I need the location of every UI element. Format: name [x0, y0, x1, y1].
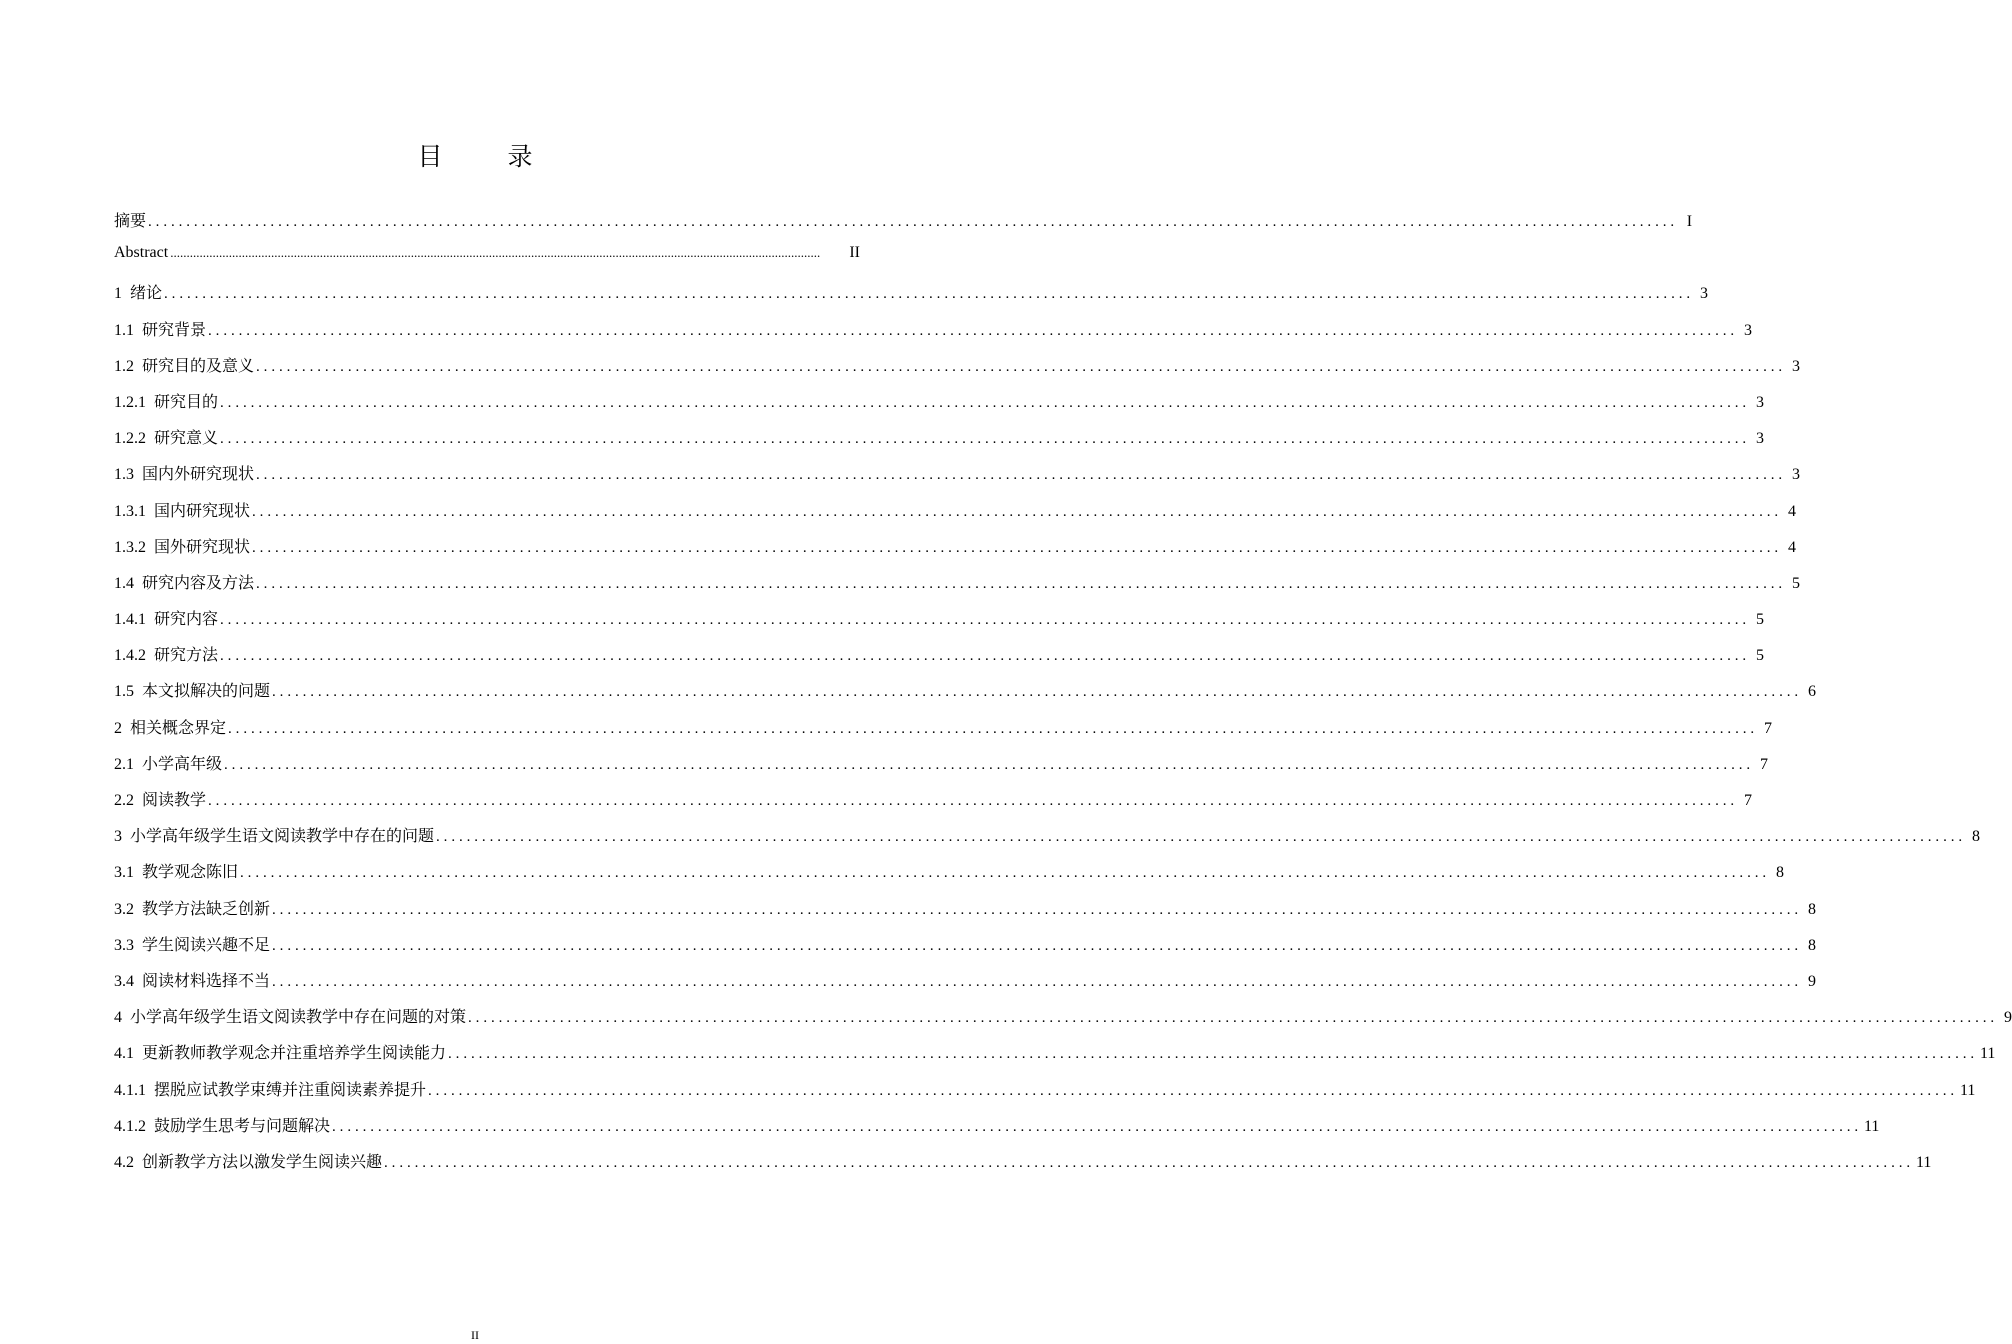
toc-entry-text: 本文拟解决的问题 [142, 683, 271, 701]
toc-entry-page: 7 [1764, 719, 1773, 737]
toc-entry-label [114, 570, 254, 593]
toc-entry-text: 相关概念界定 [130, 719, 227, 737]
toc-entry-label [114, 896, 270, 919]
dot-leader: ........................................................................................................................................................................................................ [256, 575, 1787, 592]
toc-entry[interactable] [114, 932, 1817, 968]
toc-entry-text: 国外研究现状 [154, 538, 251, 556]
dot-leader: ........................................................................................................................................................................................................ [252, 539, 1783, 556]
toc-entry-page: 11 [1980, 1045, 1996, 1063]
toc-entry[interactable] [114, 751, 1769, 787]
toc-entry-page: 11 [1960, 1081, 1976, 1099]
toc-entry-text: 教学方法缺乏创新 [142, 900, 271, 918]
toc-entry-text: 国内外研究现状 [142, 466, 255, 484]
toc-entry-number: 1.4.2 [114, 647, 146, 665]
toc-entry-number: 1.2 [114, 357, 134, 375]
toc-entry-label [114, 1077, 426, 1100]
toc-entry-number: 1.1 [114, 321, 134, 339]
toc-entry-number: 3 [114, 828, 122, 846]
toc-entry-number: 2.2 [114, 792, 134, 809]
toc-entry-label [114, 208, 146, 231]
table-of-contents [114, 208, 2012, 1185]
toc-entry-text: 阅读材料选择不当 [142, 972, 271, 990]
toc-entry-label [114, 353, 254, 376]
toc-entry-text: 研究意义 [154, 430, 219, 448]
dot-leader: ........................................................................................................................................................................................................ [220, 648, 1751, 665]
toc-entry-page: 9 [2004, 1009, 2012, 1027]
toc-entry-page: 8 [1972, 828, 1981, 846]
toc-entry-label [114, 787, 206, 810]
toc-entry-text: 阅读教学 [142, 792, 207, 809]
toc-entry-number: 1.3.1 [114, 502, 146, 520]
toc-entry-page: 7 [1760, 755, 1769, 773]
toc-entry-number: 3.3 [114, 936, 134, 954]
dot-leader: ........................................................................................................................................................................................................ [468, 1010, 1999, 1027]
toc-entry[interactable] [114, 534, 1797, 570]
dot-leader: ........................................................................................................................................................................................................ [448, 1046, 1979, 1063]
toc-entry-label [114, 1004, 466, 1027]
toc-entry-text: 创新教学方法以激发学生阅读兴趣 [142, 1153, 383, 1171]
toc-entry[interactable] [114, 1004, 2012, 1040]
toc-entry-page: 3 [1700, 285, 1709, 303]
toc-entry-page: 4 [1788, 502, 1797, 520]
dot-leader: ........................................................................................................................................................................................................ [272, 937, 1803, 954]
toc-entry-page: 4 [1788, 538, 1797, 556]
toc-entry-label [114, 461, 254, 484]
toc-entry-label [114, 1040, 446, 1063]
toc-entry-page: 8 [1808, 900, 1817, 918]
toc-entry-label [114, 534, 250, 557]
toc-entry[interactable] [114, 1113, 1880, 1149]
dot-leader: ........................................................................................................................................................................................................ [164, 286, 1695, 303]
toc-entry-text: 摆脱应试教学束缚并注重阅读素养提升 [154, 1081, 427, 1099]
dot-leader: ........................................................................................................................................................................................................ [148, 214, 1679, 230]
toc-entry[interactable] [114, 968, 1817, 1004]
toc-entry[interactable] [114, 896, 1817, 932]
toc-entry-number: 4.2 [114, 1153, 134, 1171]
toc-entry-text: 研究内容及方法 [142, 574, 255, 592]
toc-entry-number: 3.1 [114, 864, 134, 882]
toc-entry-page: 11 [1916, 1153, 1932, 1171]
toc-entry-number: 4 [114, 1009, 122, 1027]
toc-entry[interactable] [114, 1077, 1976, 1113]
toc-entry-page: 5 [1792, 574, 1801, 592]
toc-entry[interactable] [114, 317, 1753, 353]
toc-entry-text: 教学观念陈旧 [142, 864, 239, 882]
toc-entry-number: 1.2.2 [114, 430, 146, 448]
toc-entry[interactable] [114, 498, 1797, 534]
toc-entry-label [114, 498, 250, 521]
dot-leader: ........................................................................................................................................................................................................ [428, 1082, 1959, 1099]
dot-leader: ........................................................................................................................................................................................................ [220, 612, 1751, 629]
toc-entry-label [114, 968, 270, 991]
toc-entry-label [114, 1149, 382, 1172]
toc-entry-text: 小学高年级 [142, 755, 223, 773]
toc-entry[interactable] [114, 1040, 1996, 1076]
toc-entry[interactable] [114, 208, 1693, 244]
dot-leader: ........................................................................................................................................................................................................ [228, 720, 1759, 737]
dot-leader: ........................................................................................................................................................................................................ [252, 503, 1783, 520]
toc-entry-page: 6 [1808, 683, 1817, 701]
toc-entry[interactable] [114, 353, 1801, 389]
toc-entry-label [114, 606, 218, 629]
toc-entry[interactable] [114, 859, 1785, 895]
dot-leader: ........................................................................................................................................................................................................ [224, 756, 1755, 773]
dot-leader: ........................................................................................................................................................................................................ [256, 467, 1787, 484]
dot-leader: ........................................................................................................................................................................................................ [170, 245, 821, 261]
toc-entry-number: 1.4 [114, 574, 134, 592]
toc-entry[interactable] [114, 1149, 1932, 1185]
dot-leader: ........................................................................................................................................................................................................ [220, 394, 1751, 411]
toc-entry-text: 研究目的 [154, 393, 219, 411]
toc-title: 目 录 [417, 141, 553, 171]
toc-entry-text: 研究背景 [142, 321, 207, 339]
toc-entry-text: 研究方法 [154, 647, 219, 665]
dot-leader: ........................................................................................................................................................................................................ [332, 1118, 1863, 1135]
toc-entry-label [114, 425, 218, 448]
toc-entry-label [114, 244, 168, 262]
toc-entry-number: 4.1.1 [114, 1081, 146, 1099]
toc-entry-text: 摘要 [114, 213, 147, 230]
dot-leader: ........................................................................................................................................................................................................ [208, 793, 1739, 809]
toc-entry-text: 小学高年级学生语文阅读教学中存在的问题 [130, 828, 435, 846]
toc-entry-text: 绪论 [130, 285, 163, 303]
toc-entry[interactable] [114, 715, 1773, 751]
dot-leader: ........................................................................................................................................................................................................ [240, 865, 1771, 882]
toc-entry-label [114, 751, 222, 774]
toc-entry-label [114, 678, 270, 701]
dot-leader: ........................................................................................................................................................................................................ [272, 684, 1803, 701]
dot-leader: ........................................................................................................................................................................................................ [272, 901, 1803, 918]
toc-entry-label [114, 715, 226, 738]
dot-leader: ........................................................................................................................................................................................................ [256, 358, 1787, 375]
toc-entry-page: 5 [1756, 647, 1765, 665]
toc-entry-label [114, 280, 162, 303]
toc-entry-page: II [849, 244, 860, 262]
toc-entry-page: 3 [1744, 321, 1753, 339]
dot-leader: ........................................................................................................................................................................................................ [384, 1154, 1915, 1171]
toc-entry-label [114, 1113, 330, 1136]
toc-entry-text: Abstract [114, 244, 169, 262]
toc-entry-page: 8 [1776, 864, 1785, 882]
toc-entry-number: 1.2.1 [114, 393, 146, 411]
toc-entry-number: 1.5 [114, 683, 134, 701]
toc-entry-text: 更新教师教学观念并注重培养学生阅读能力 [142, 1045, 447, 1063]
toc-entry-page: 3 [1792, 357, 1801, 375]
toc-entry-page: 9 [1808, 972, 1817, 990]
toc-entry[interactable] [114, 570, 1801, 606]
toc-entry[interactable] [114, 642, 1765, 678]
toc-entry-label [114, 389, 218, 412]
toc-entry[interactable] [114, 425, 1765, 461]
toc-entry-label [114, 859, 238, 882]
toc-entry-number: 2 [114, 719, 122, 737]
toc-entry[interactable] [114, 244, 860, 280]
toc-entry-page: 3 [1756, 430, 1765, 448]
toc-entry-page: 7 [1744, 792, 1753, 809]
toc-entry[interactable] [114, 606, 1765, 642]
toc-entry[interactable] [114, 389, 1765, 425]
toc-entry-text: 研究内容 [154, 611, 219, 629]
toc-entry-number: 1.3 [114, 466, 134, 484]
dot-leader: ........................................................................................................................................................................................................ [220, 431, 1751, 448]
toc-entry-label [114, 932, 270, 955]
dot-leader: ........................................................................................................................................................................................................ [208, 322, 1739, 339]
toc-entry-text: 国内研究现状 [154, 502, 251, 520]
toc-entry[interactable] [114, 461, 1801, 497]
dot-leader: ........................................................................................................................................................................................................ [272, 973, 1803, 990]
page-number: II [471, 1328, 479, 1342]
dot-leader: ........................................................................................................................................................................................................ [436, 829, 1967, 846]
toc-entry[interactable] [114, 823, 1981, 859]
toc-entry-label [114, 642, 218, 665]
toc-entry[interactable] [114, 787, 1753, 823]
toc-entry-text: 小学高年级学生语文阅读教学中存在问题的对策 [130, 1009, 467, 1027]
toc-entry-page: I [1686, 213, 1693, 230]
toc-entry-page: 5 [1756, 611, 1765, 629]
toc-entry-number: 4.1.2 [114, 1117, 146, 1135]
toc-entry-page: 3 [1792, 466, 1801, 484]
toc-entry-page: 3 [1756, 393, 1765, 411]
toc-entry-number: 1 [114, 285, 122, 303]
toc-entry-label [114, 823, 434, 846]
toc-entry-text: 研究目的及意义 [142, 357, 255, 375]
toc-entry-text: 鼓励学生思考与问题解决 [154, 1117, 331, 1135]
toc-entry-number: 4.1 [114, 1045, 134, 1063]
toc-entry[interactable] [114, 678, 1817, 714]
toc-entry-label [114, 317, 206, 340]
toc-entry-number: 2.1 [114, 755, 134, 773]
toc-entry-text: 学生阅读兴趣不足 [142, 936, 271, 954]
toc-entry-number: 1.3.2 [114, 538, 146, 556]
toc-entry-page: 8 [1808, 936, 1817, 954]
toc-entry-page: 11 [1864, 1117, 1880, 1135]
toc-entry-number: 3.2 [114, 900, 134, 918]
toc-entry[interactable] [114, 280, 1709, 316]
toc-entry-number: 3.4 [114, 972, 134, 990]
toc-entry-number: 1.4.1 [114, 611, 146, 629]
